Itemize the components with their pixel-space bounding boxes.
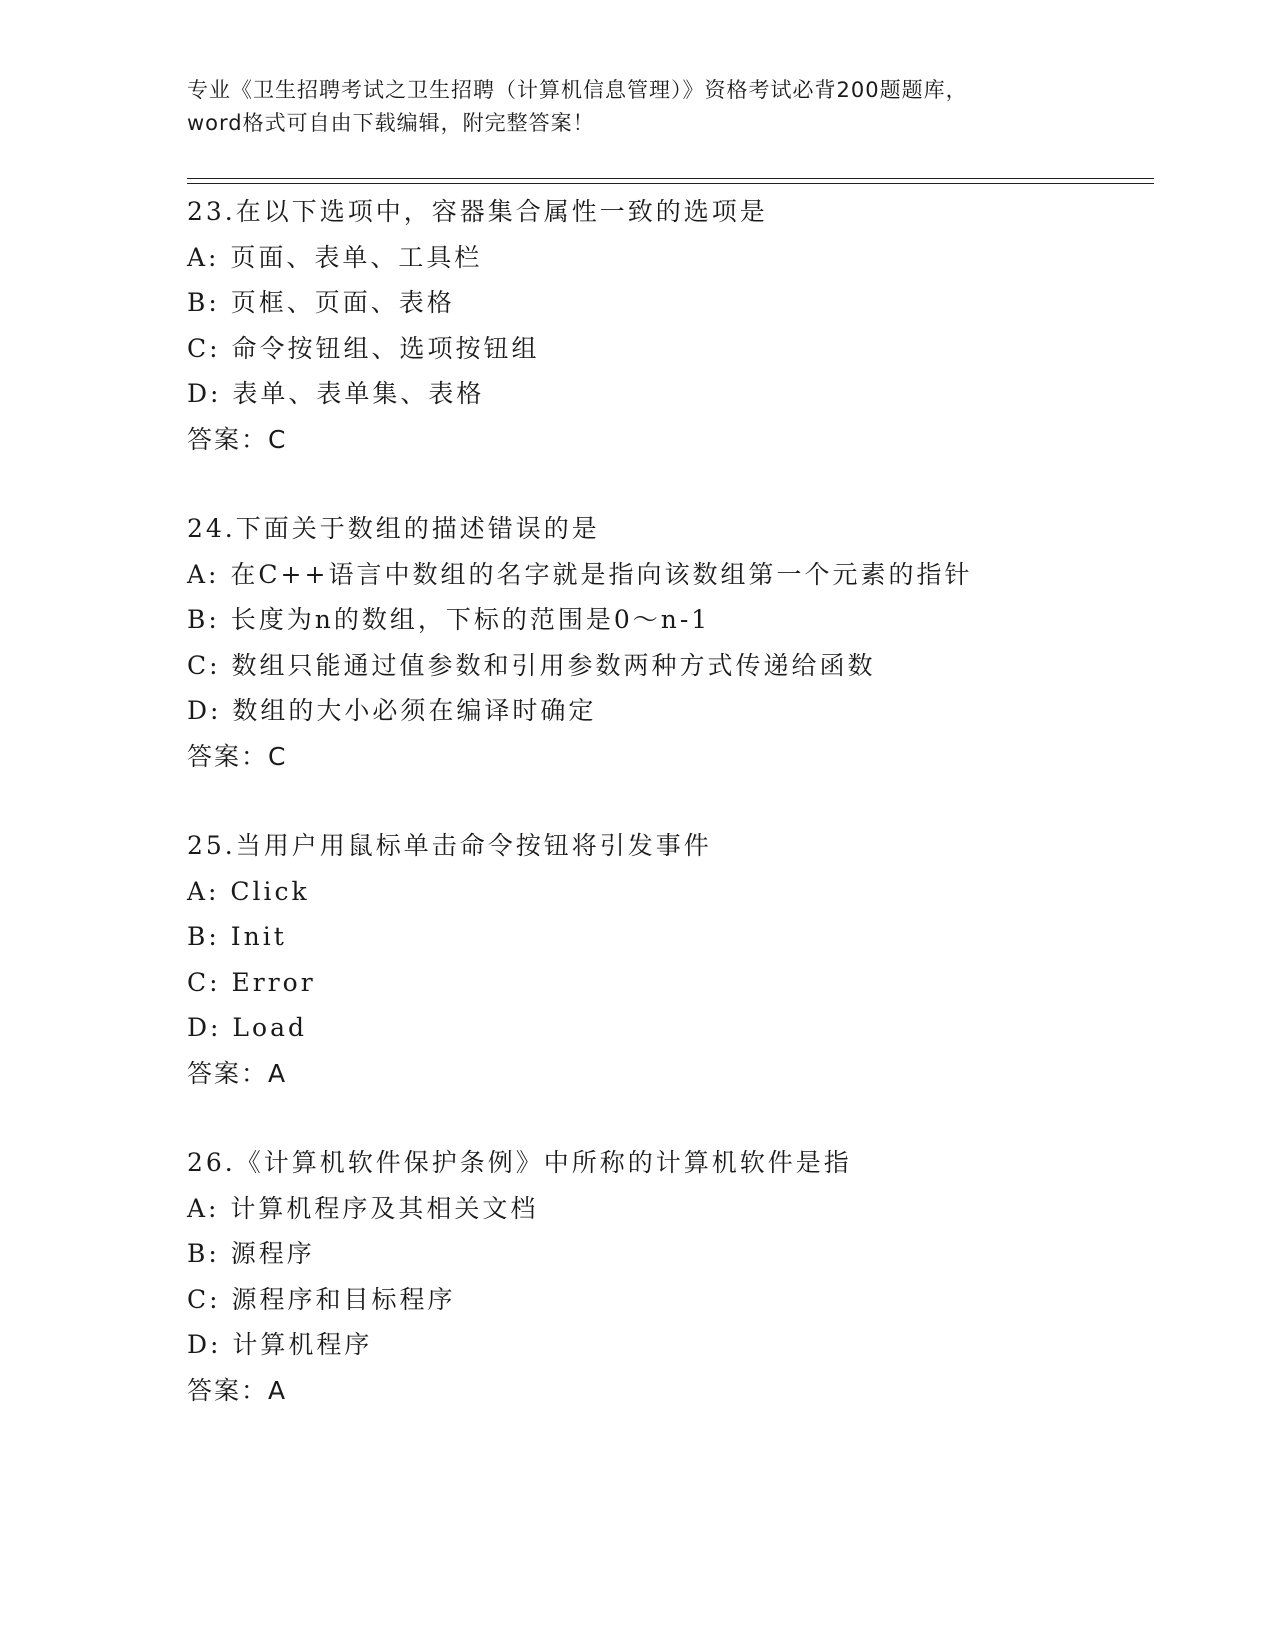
question-stem: 23.在以下选项中，容器集合属性一致的选项是 (187, 197, 768, 226)
option-b: B: 页框、页面、表格 (187, 288, 455, 317)
answer-text: 答案：C (187, 741, 288, 771)
option-a: A: 在C++语言中数组的名字就是指向该数组第一个元素的指针 (187, 559, 973, 589)
option-d: D: Load (187, 1013, 307, 1042)
option-a: A: 页面、表单、工具栏 (187, 242, 483, 272)
question-stem: 25.当用户用鼠标单击命令按钮将引发事件 (187, 831, 712, 860)
question-list (187, 189, 1167, 1457)
answer-text: 答案：A (187, 1058, 288, 1088)
header-divider (187, 178, 1154, 184)
header-line-1: 专业《卫生招聘考试之卫生招聘（计算机信息管理）》资格考试必背200题题库， (187, 78, 968, 102)
question-26 (187, 1140, 1167, 1413)
option-d: D: 数组的大小必须在编译时确定 (187, 696, 597, 725)
option-a: A: 计算机程序及其相关文档 (187, 1193, 539, 1223)
option-b: B: 源程序 (187, 1239, 315, 1268)
option-d: D: 表单、表单集、表格 (187, 379, 485, 408)
question-stem: 24.下面关于数组的描述错误的是 (187, 514, 600, 543)
question-24 (187, 506, 1167, 779)
option-c: C: 命令按钮组、选项按钮组 (187, 333, 540, 363)
question-25 (187, 823, 1167, 1096)
document-header (187, 74, 1087, 140)
header-line-2: word格式可自由下载编辑，附完整答案！ (187, 111, 595, 135)
option-b: B: Init (187, 922, 287, 951)
question-23 (187, 189, 1167, 462)
option-a: A: Click (187, 876, 310, 906)
option-c: C: 源程序和目标程序 (187, 1284, 456, 1314)
option-c: C: Error (187, 967, 316, 997)
option-d: D: 计算机程序 (187, 1330, 373, 1359)
option-b: B: 长度为n的数组，下标的范围是0～n-1 (187, 605, 711, 634)
answer-text: 答案：C (187, 424, 288, 454)
question-stem: 26.《计算机软件保护条例》中所称的计算机软件是指 (187, 1148, 852, 1177)
answer-text: 答案：A (187, 1375, 288, 1405)
option-c: C: 数组只能通过值参数和引用参数两种方式传递给函数 (187, 650, 876, 680)
